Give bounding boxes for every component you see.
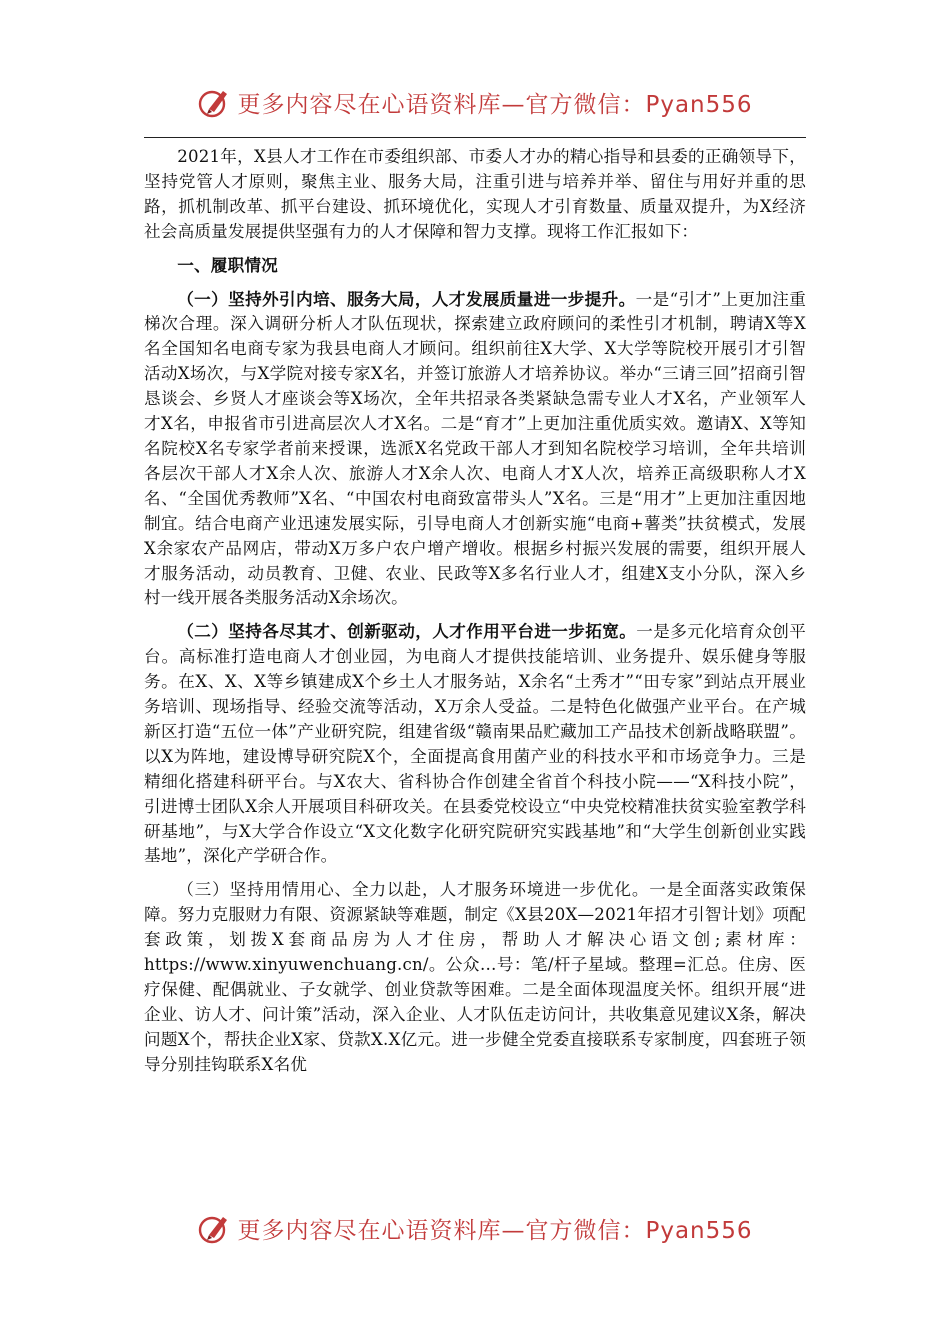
section-2-body: 一是多元化培育众创平台。高标准打造电商人才创业园，为电商人才提供技能培训、业务提升、娱乐健身等服务。在X、X、X等乡镇建成X个乡土人才服务站，X余名“土秀才”“田专家”到站点开展业务培训、现场指导、经验交流等活动，X万余人受益。二是特色化做强产业平台。在产城新区打造“五位一体”产业研究院，组建省级“赣南果品贮藏加工产品技术创新战略联盟”。以X为阵地，建设博导研究院X个，全面提高食用菌产业的科技水平和市场竞争力。三是精细化搭建科研平台。与X农大、省科协合作创建全省首个科技小院——“X科技小院”，引进博士团队X余人开展项目科研攻关。在县委党校设立“中央党校精准扶贫实验室教学科研基地”，与X大学合作设立“X文化数字化研究院研究实践基地”和“大学生创新创业实践基地”，深化产学研合作。 bbox=[144, 622, 806, 866]
footer-watermark-banner bbox=[0, 1206, 950, 1250]
section-1-body: 一是“引才”上更加注重梯次合理。深入调研分析人才队伍现状，探索建立政府顾问的柔性引才机制，聘请X等X名全国知名电商专家为我县电商人才顾问。组织前往X大学、X大学等院校开展引才引智活动X场次，与X学院对接专家X名，并签订旅游人才培养协议。举办“三请三回”招商引智恳谈会、乡贤人才座谈会等X场次，全年共招录各类紧缺急需专业人才X名，产业领军人才X名，申报省市引进高层次人才X名。二是“育才”上更加注重优质实效。邀请X、X等知名院校X名专家学者前来授课，选派X名党政干部人才到知名院校学习培训，全年共培训各层次干部人才X余人次、旅游人才X余人次、电商人才X人次，培养正高级职称人才X名、“全国优秀教师”X名、“中国农村电商致富带头人”X名。三是“用才”上更加注重因地制宜。结合电商产业迅速发展实际，引导电商人才创新实施“电商+薯类”扶贫模式，发展X余家农产品网店，带动X万多户农户增产增收。根据乡村振兴发展的需要，组织开展人才服务活动，动员教育、卫健、农业、民政等X多名行业人才，组建X支小分队，深入乡村一线开展各类服务活动X余场次。 bbox=[144, 289, 806, 608]
footer-banner-text: 更多内容尽在心语资料库—官方微信：Pyan556 bbox=[237, 1217, 753, 1244]
section-1-title: （一）坚持外引内培、服务大局，人才发展质量进一步提升。 bbox=[177, 289, 636, 309]
header-divider bbox=[144, 137, 806, 138]
section-2-title: （二）坚持各尽其才、创新驱动，人才作用平台进一步拓宽。 bbox=[177, 622, 637, 642]
header-banner-text: 更多内容尽在心语资料库—官方微信：Pyan556 bbox=[237, 91, 753, 118]
section-3-paragraph: （三）坚持用情用心、全力以赴，人才服务环境进一步优化。一是全面落实政策保障。努力克服财力有限、资源紧缺等难题，制定《X县20X—2021年招才引智计划》项配套政策，划拨X套商品房为人才住房，帮助人才解决心语文创;素材库：https://www.xinyuwenchuang.cn/。公众…号：笔/杆子星域。整理=汇总。住房、医疗保健、配偶就业、子女就学、创业贷款等困难。二是全面体现温度关怀。组织开展“进企业、访人才、问计策”活动，深入企业、人才队伍走访问计，共收集意见建议X条，解决问题X个，帮扶企业X家、贷款X.X亿元。进一步健全党委直接联系专家制度，四套班子领导分别挂钩联系X名优 bbox=[144, 880, 806, 1074]
header-watermark-banner bbox=[0, 80, 950, 124]
section-2-paragraph bbox=[144, 620, 806, 869]
section-1-paragraph bbox=[144, 288, 806, 612]
intro-paragraph: 2021年，X县人才工作在市委组织部、市委人才办的精心指导和县委的正确领导下，坚持党管人才原则，聚焦主业、服务大局，注重引进与培养并举、留住与用好并重的思路，抓机制改革、抓平台建设、抓环境优化，实现人才引育数量、质量双提升，为X经济社会高质量发展提供坚强有力的人才保障和智力支撑。现将工作汇报如下： bbox=[144, 147, 806, 241]
section-heading: 一、履职情况 bbox=[177, 255, 278, 275]
pen-nib-logo-icon bbox=[197, 1211, 231, 1245]
document-body bbox=[144, 145, 806, 1078]
pen-nib-logo-icon bbox=[197, 85, 231, 119]
